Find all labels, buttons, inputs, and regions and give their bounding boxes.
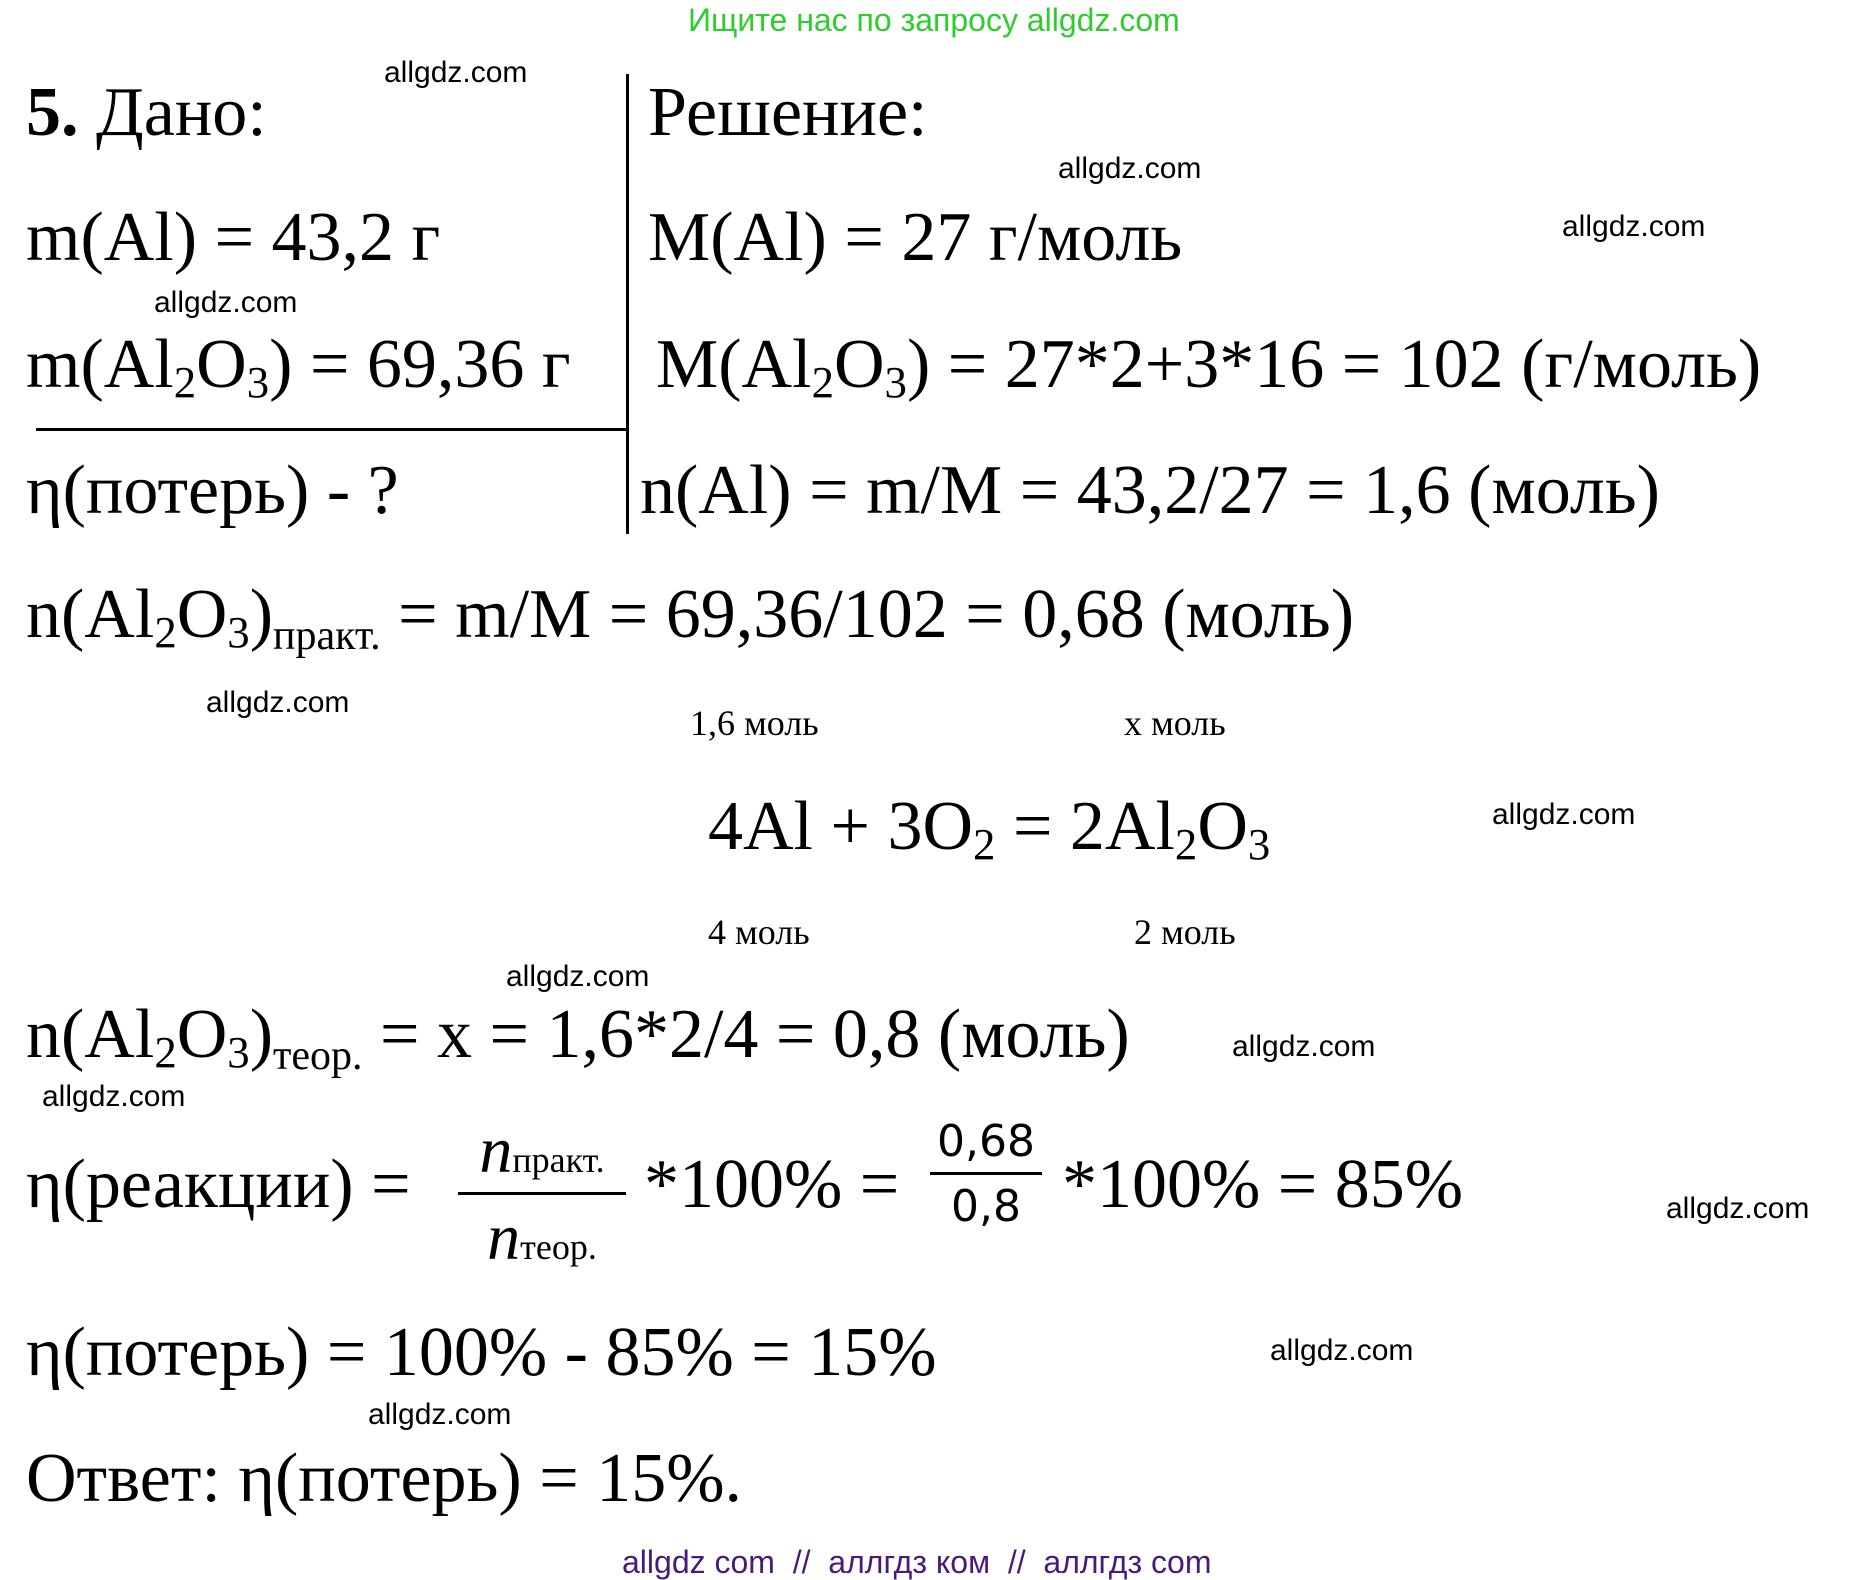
fraction-bar: [458, 1192, 626, 1195]
reaction-above-left: 1,6 моль: [690, 703, 819, 743]
eta-reaction-result: *100% = 85%: [1062, 1146, 1464, 1223]
watermark: allgdz.com: [154, 286, 298, 319]
watermark: allgdz.com: [1562, 210, 1706, 243]
n-practical-line: [26, 576, 1355, 659]
fraction-numerator: 0,68: [937, 1116, 1035, 1167]
subscript-label: теор.: [273, 1032, 363, 1079]
watermark: allgdz.com: [368, 1398, 512, 1431]
eta-loss-line: η(потерь) = 100% - 85% = 15%: [26, 1314, 937, 1391]
formula-part: ): [249, 576, 273, 653]
formula-part: O: [833, 326, 885, 403]
watermark: allgdz.com: [206, 686, 350, 719]
formula-part: O: [176, 996, 228, 1073]
formula-part: O: [176, 576, 228, 653]
subscript-label: практ.: [273, 612, 381, 659]
solution-amount-al: n(Al) = m/M = 43,2/27 = 1,6 (моль): [640, 452, 1660, 529]
fraction-denominator: 0,8: [951, 1181, 1021, 1232]
n-theoretical-line: [26, 996, 1130, 1079]
subscript: 2: [154, 606, 177, 657]
formula-part: M(Al: [656, 326, 812, 403]
formula-part: m(Al: [26, 326, 174, 403]
formula-part: = х = 1,6*2/4 = 0,8 (моль): [362, 996, 1130, 1073]
top-banner: Ищите нас по запросу allgdz.com: [688, 2, 1180, 38]
watermark: allgdz.com: [1666, 1192, 1810, 1225]
fraction-denominator: [487, 1201, 597, 1274]
task-heading: [26, 74, 267, 151]
reaction-above-right: х моль: [1124, 703, 1226, 743]
reaction-below-right: 2 моль: [1134, 912, 1236, 952]
watermark: allgdz.com: [384, 56, 528, 89]
formula-part: ) = 27*2+3*16 = 102 (г/моль): [906, 326, 1762, 403]
reaction-below-left: 4 моль: [708, 912, 810, 952]
given-heading: Дано:: [96, 74, 267, 151]
watermark: allgdz.com: [506, 960, 650, 993]
given-divider-horizontal: [36, 428, 628, 431]
subscript: 3: [227, 606, 250, 657]
subscript: 2: [173, 356, 197, 407]
subscript: 2: [973, 818, 996, 869]
watermark: allgdz.com: [1058, 152, 1202, 185]
given-find: η(потерь) - ?: [26, 452, 399, 529]
watermark: allgdz.com: [1232, 1030, 1376, 1063]
formula-part: 4Al + 3O: [708, 788, 974, 865]
n-symbol: n: [487, 1201, 521, 1274]
subscript: 3: [1247, 818, 1271, 869]
task-number: 5.: [26, 74, 79, 151]
formula-part: = m/M = 69,36/102 = 0,68 (моль): [380, 576, 1355, 653]
solution-heading: Решение:: [648, 74, 928, 151]
answer-line: Ответ: η(потерь) = 15%.: [26, 1440, 743, 1517]
eta-reaction-mul: *100% =: [644, 1146, 900, 1223]
subscript: 2: [1174, 818, 1198, 869]
subscript-label: теор.: [520, 1227, 597, 1267]
watermark: allgdz.com: [1492, 798, 1636, 831]
formula-part: n(Al: [26, 996, 155, 1073]
subscript: 2: [154, 1026, 177, 1077]
formula-part: O: [196, 326, 247, 403]
solution-molar-mass-al: M(Al) = 27 г/моль: [648, 199, 1183, 276]
subscript: 3: [227, 1026, 250, 1077]
watermark: allgdz.com: [42, 1080, 186, 1113]
fraction-numerator: [479, 1114, 605, 1187]
solution-molar-mass-al2o3: [656, 326, 1762, 407]
given-divider-vertical: [626, 74, 629, 534]
subscript: 3: [246, 356, 270, 407]
formula-part: = 2Al: [995, 788, 1175, 865]
formula-part: ) = 69,36 г: [269, 326, 571, 403]
subscript: 2: [811, 356, 834, 407]
fraction-values: [930, 1116, 1042, 1232]
given-m-al2o3: [26, 326, 571, 407]
watermark: allgdz.com: [1270, 1334, 1414, 1367]
formula-part: O: [1197, 788, 1248, 865]
subscript-label: практ.: [512, 1140, 605, 1180]
fraction-yield: [458, 1114, 626, 1274]
formula-part: n(Al: [26, 576, 155, 653]
reaction-equation: [708, 788, 1271, 869]
footer-links: allgdz com // аллгдз ком // аллгдз com: [622, 1544, 1212, 1580]
subscript: 3: [884, 356, 907, 407]
eta-reaction-lhs: η(реакции) =: [26, 1146, 411, 1223]
given-m-al: m(Al) = 43,2 г: [26, 199, 441, 276]
n-symbol: n: [479, 1114, 513, 1187]
fraction-bar: [930, 1172, 1042, 1175]
formula-part: ): [249, 996, 273, 1073]
